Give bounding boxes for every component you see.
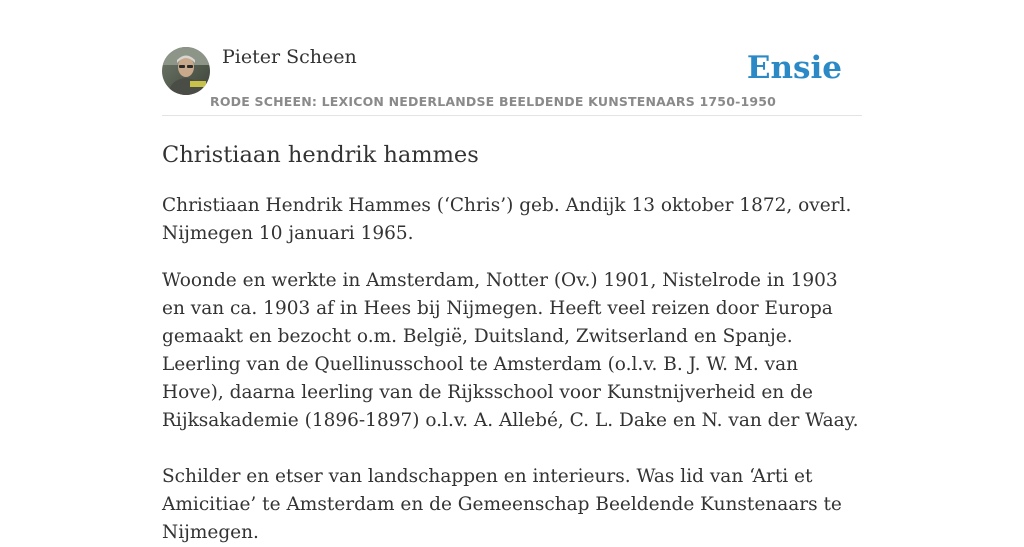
article-paragraph-3: Schilder en etser van landschappen en interieurs. Was lid van ‘Arti et Amicitiae’ te Amsterdam en de Gemeenschap Beeldende Kunstenaars te Nijmegen. bbox=[162, 466, 842, 543]
author-avatar-icon bbox=[162, 47, 210, 95]
brand-logo[interactable]: Ensie bbox=[746, 50, 842, 86]
article-paragraph-2: Woonde en werkte in Amsterdam, Notter (Ov.) 1901, Nistelrode in 1903 en van ca. 1903 af in Hees bij Nijmegen. Heeft veel reizen door Europa gemaakt en bezocht o.m. België, Duitsland, Zwitserland en Spanje. Leerling van de Quellinusschool te Amsterdam (o.l.v. B. J. W. M. van Hove), daarna leerling van de Rijksschool voor Kunstnijverheid en de Rijksakademie (1896-1897) o.l.v. A. Allebé, C. L. Dake en N. van der Waay. bbox=[162, 270, 859, 431]
article-header bbox=[162, 0, 862, 116]
avatar[interactable] bbox=[162, 47, 210, 95]
article-page bbox=[162, 0, 862, 547]
article-paragraph-1: Christiaan Hendrik Hammes (‘Chris’) geb. Andijk 13 oktober 1872, overl. Nijmegen 10 januari 1965. bbox=[162, 195, 852, 244]
publication-name[interactable]: RODE SCHEEN: LEXICON NEDERLANDSE BEELDENDE KUNSTENAARS 1750-1950 bbox=[210, 94, 777, 109]
author-name[interactable]: Pieter Scheen bbox=[222, 46, 357, 68]
page-title: Christiaan hendrik hammes bbox=[162, 142, 479, 168]
